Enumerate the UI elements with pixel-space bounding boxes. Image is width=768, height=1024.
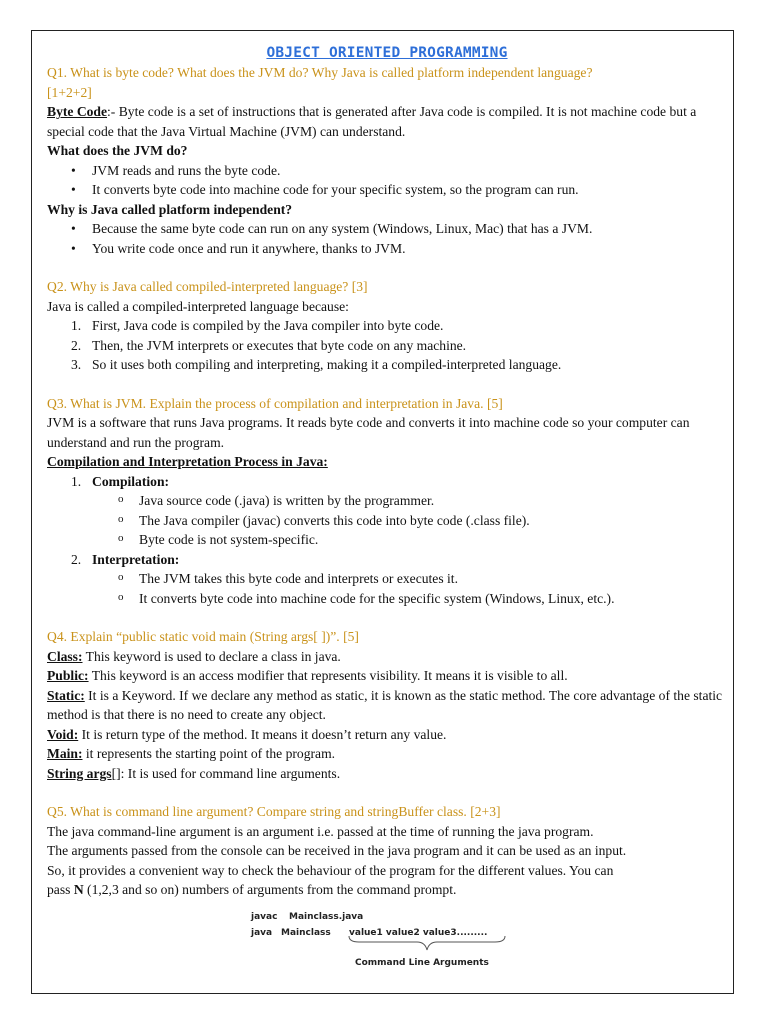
term-definition: It is a Keyword. If we declare any method as static, it is known as the static method. The core advantage of the static method is that there is no need to create any object. [47,687,723,722]
q4-term-static [47,686,727,725]
term-definition: This keyword is used to declare a class in java. [82,648,341,664]
step-label: Interpretation: [92,551,180,567]
q4-term-string-args [47,764,727,784]
q2-list [47,316,727,375]
list-text: First, Java code is compiled by the Java compiler into byte code. [92,318,444,333]
step-number: 1. [71,473,82,489]
q2-intro: Java is called a compiled-interpreted language because: [47,298,349,314]
q3-interpretation-list [47,569,727,608]
term-label: Main: [47,746,83,761]
q4-term-class [47,647,727,667]
term-definition: It is return type of the method. It means it doesn’t return any value. [78,726,447,742]
list-item: o Byte code is not system-specific. [47,530,727,550]
q3-compilation-list [47,491,727,550]
byte-code-definition: :- Byte code is a set of instructions that is generated after Java code is compiled. It is not machine code but a special code that the Java Virtual Machine (JVM) can understand. [47,104,697,139]
q5-line: The arguments passed from the console can be received in the java program and it can be used as an input. [47,843,627,858]
q1-platform-list [47,219,727,258]
page-title: OBJECT ORIENTED PROGRAMMING [266,45,508,61]
list-item: o The JVM takes this byte code and interprets or executes it. [47,569,727,589]
q3-steps [47,472,727,492]
document-content [47,43,727,968]
byte-code-term: Byte Code [47,104,108,119]
list-text: So it uses both compiling and interpreting, making it a compiled-interpreted language. [92,357,562,372]
q3-steps-2 [47,550,727,570]
list-item: • Because the same byte code can run on any system (Windows, Linux, Mac) that has a JVM. [47,219,727,239]
q3-intro: JVM is a software that runs Java programs. It reads byte code and converts it into machine code so your computer can understand and run the program. [47,415,690,450]
figure-cmd2-class: Mainclass [281,927,331,938]
term-definition: it represents the starting point of the program. [82,746,336,761]
list-item [47,355,727,375]
page-frame [31,30,734,994]
figure-caption: Command Line Arguments [355,957,489,968]
q5-line: So, it provides a convenient way to check the behaviour of the program for the different values. You can [47,862,614,878]
q3-process-heading: Compilation and Interpretation Process in Java: [47,454,328,469]
list-item [47,316,727,336]
q5-line-last [47,880,727,900]
q5-last-post: (1,2,3 and so on) numbers of arguments from the command prompt. [83,882,457,897]
q5-line: The java command-line argument is an argument i.e. passed at the time of running the java program. [47,823,594,839]
q5-question: Q5. What is command line argument? Compare string and stringBuffer class. [2+3] [47,804,501,819]
q1-platform-heading: Why is Java called platform independent? [47,201,293,217]
figure-cmd1-file: Mainclass.java [289,911,364,922]
curly-brace-icon [347,934,507,954]
list-number: 2. [71,337,82,353]
list-item: o The Java compiler (javac) converts this code into byte code (.class file). [47,511,727,531]
list-item: • It converts byte code into machine code for your specific system, so the program can run. [47,180,727,200]
list-number: 1. [71,318,82,333]
step-item [47,550,727,570]
figure-cmd2-java: java [251,927,273,938]
q4-term-main [47,744,727,764]
list-text: Then, the JVM interprets or executes that byte code on any machine. [92,337,467,353]
term-definition: This keyword is an access modifier that represents visibility. It means it is visible to all. [88,668,568,683]
term-label: Class: [47,648,83,664]
list-item: • You write code once and run it anywhere, thanks to JVM. [47,239,727,259]
figure-cmd2-values: value1 value2 value3......... [349,927,488,938]
term-label: Public: [47,668,89,683]
q1-question [47,63,727,102]
q1-marks: [1+2+2] [47,84,92,100]
term-label: String args [47,765,112,781]
list-item: o It converts byte code into machine code for the specific system (Windows, Linux, etc.). [47,589,727,609]
term-definition: []: It is used for command line arguments. [111,765,341,781]
q4-term-void [47,725,727,745]
q1-jvm-list [47,161,727,200]
q1-byte-code-paragraph [47,102,727,141]
q1-question-text: Q1. What is byte code? What does the JVM do? Why Java is called platform independent language? [47,65,593,80]
q2-question: Q2. Why is Java called compiled-interpreted language? [3] [47,279,368,294]
list-number: 3. [71,357,82,372]
step-label: Compilation: [92,473,170,489]
step-item [47,472,727,492]
q4-term-public [47,666,727,686]
q1-jvm-heading: What does the JVM do? [47,143,188,158]
command-line-figure [247,902,497,968]
list-item: o Java source code (.java) is written by the programmer. [47,491,727,511]
list-item [47,336,727,356]
q3-question: Q3. What is JVM. Explain the process of compilation and interpretation in Java. [5] [47,395,503,411]
term-label: Static: [47,687,85,703]
term-label: Void: [47,726,79,742]
figure-cmd1-javac: javac [251,911,278,922]
q5-last-bold: N [73,882,84,897]
q5-last-pre: pass [47,882,74,897]
q4-question: Q4. Explain “public static void main (String args[ ])”. [5] [47,629,359,644]
step-number: 2. [71,551,82,567]
list-item: • JVM reads and runs the byte code. [47,161,727,181]
